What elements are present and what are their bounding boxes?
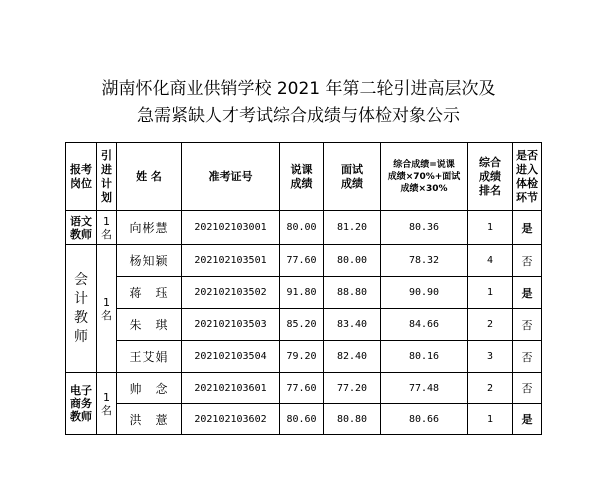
interview-score: 82.40 xyxy=(324,341,381,373)
exam-id: 202102103504 xyxy=(182,341,280,373)
exam-id: 202102103503 xyxy=(182,309,280,341)
candidate-name: 杨知颖 xyxy=(117,245,182,277)
interview-score: 88.80 xyxy=(324,277,381,309)
plan-cell: 1 名 xyxy=(97,373,117,435)
composite-score: 77.48 xyxy=(381,373,468,404)
interview-score: 80.80 xyxy=(324,404,381,435)
candidate-name: 帅 念 xyxy=(117,373,182,404)
candidate-name: 蒋 珏 xyxy=(117,277,182,309)
header-exam-id: 准考证号 xyxy=(182,143,280,211)
physical-status: 是 xyxy=(513,404,542,435)
document-title-line-1: 湖南怀化商业供销学校 2021 年第二轮引进高层次及 xyxy=(101,79,496,99)
table-row xyxy=(66,211,542,245)
candidate-name: 朱 琪 xyxy=(117,309,182,341)
results-table xyxy=(65,142,542,435)
rank: 4 xyxy=(468,245,513,277)
exam-id: 202102103001 xyxy=(182,211,280,245)
header-composite: 综合成绩=说课 成绩×70%+面试 成绩×30% xyxy=(381,143,468,211)
interview-score: 80.00 xyxy=(324,245,381,277)
composite-score: 80.66 xyxy=(381,404,468,435)
physical-status: 否 xyxy=(513,245,542,277)
lecture-score: 79.20 xyxy=(280,341,324,373)
document-title-line-2: 急需紧缺人才考试综合成绩与体检对象公示 xyxy=(137,106,460,126)
position-cell: 电子 商务 教师 xyxy=(66,373,97,435)
composite-score: 80.16 xyxy=(381,341,468,373)
lecture-score: 77.60 xyxy=(280,245,324,277)
header-name: 姓 名 xyxy=(117,143,182,211)
header-rank: 综合 成绩 排名 xyxy=(468,143,513,211)
lecture-score: 77.60 xyxy=(280,373,324,404)
rank: 2 xyxy=(468,309,513,341)
rank: 1 xyxy=(468,404,513,435)
composite-score: 78.32 xyxy=(381,245,468,277)
table-row xyxy=(66,245,542,277)
composite-score: 84.66 xyxy=(381,309,468,341)
exam-id: 202102103502 xyxy=(182,277,280,309)
physical-status: 否 xyxy=(513,373,542,404)
table-row xyxy=(66,404,542,435)
header-position: 报考 岗位 xyxy=(66,143,97,211)
header-physical: 是否 进入 体检 环节 xyxy=(513,143,542,211)
table-row xyxy=(66,373,542,404)
candidate-name: 王艾娟 xyxy=(117,341,182,373)
physical-status: 是 xyxy=(513,277,542,309)
rank: 1 xyxy=(468,277,513,309)
rank: 3 xyxy=(468,341,513,373)
header-row xyxy=(66,143,542,211)
physical-status: 否 xyxy=(513,309,542,341)
exam-id: 202102103601 xyxy=(182,373,280,404)
table-row xyxy=(66,341,542,373)
position-cell: 会 计 教 师 xyxy=(66,245,97,373)
composite-score: 90.90 xyxy=(381,277,468,309)
exam-id: 202102103501 xyxy=(182,245,280,277)
exam-id: 202102103602 xyxy=(182,404,280,435)
candidate-name: 洪 薏 xyxy=(117,404,182,435)
rank: 2 xyxy=(468,373,513,404)
interview-score: 83.40 xyxy=(324,309,381,341)
physical-status: 否 xyxy=(513,341,542,373)
interview-score: 81.20 xyxy=(324,211,381,245)
interview-score: 77.20 xyxy=(324,373,381,404)
lecture-score: 80.00 xyxy=(280,211,324,245)
lecture-score: 85.20 xyxy=(280,309,324,341)
composite-score: 80.36 xyxy=(381,211,468,245)
header-lecture: 说课 成绩 xyxy=(280,143,324,211)
plan-cell: 1 名 xyxy=(97,211,117,245)
table-row xyxy=(66,309,542,341)
header-interview: 面试 成绩 xyxy=(324,143,381,211)
table-row xyxy=(66,277,542,309)
header-plan: 引 进 计 划 xyxy=(97,143,117,211)
physical-status: 是 xyxy=(513,211,542,245)
position-cell: 语文 教师 xyxy=(66,211,97,245)
plan-cell: 1 名 xyxy=(97,245,117,373)
rank: 1 xyxy=(468,211,513,245)
lecture-score: 91.80 xyxy=(280,277,324,309)
lecture-score: 80.60 xyxy=(280,404,324,435)
candidate-name: 向彬慧 xyxy=(117,211,182,245)
